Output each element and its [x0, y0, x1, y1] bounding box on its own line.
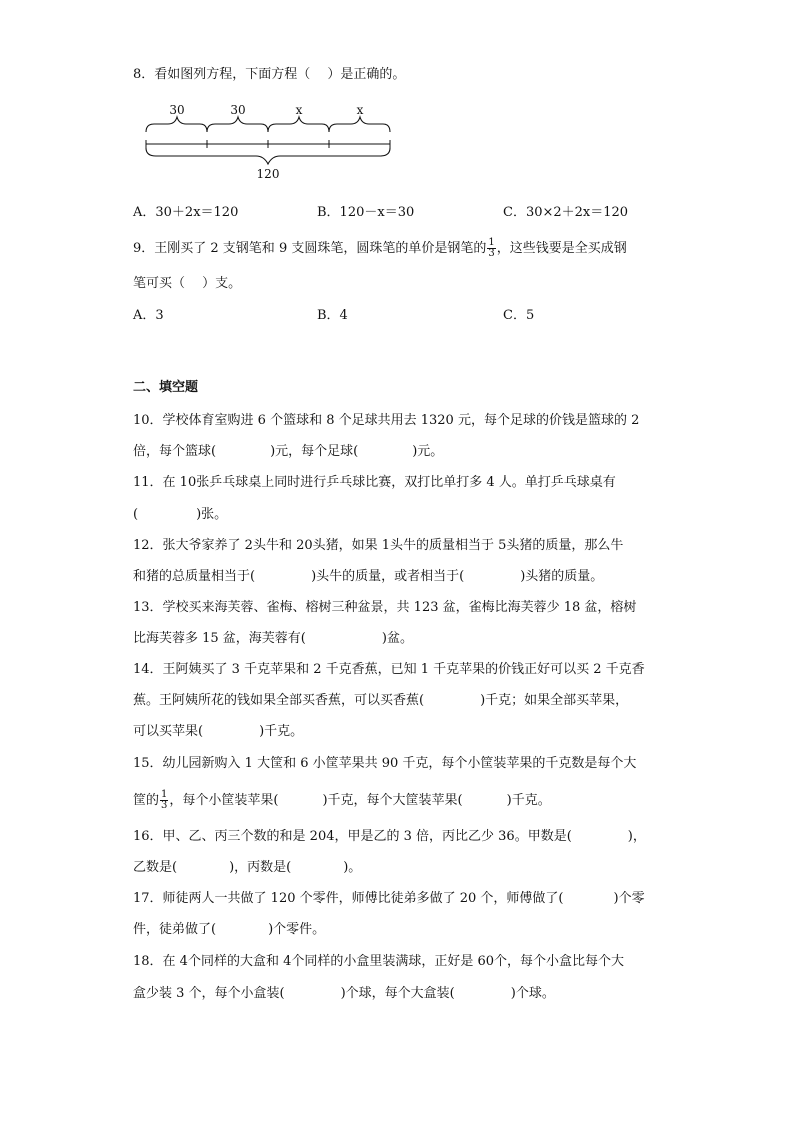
q12-line-2: 和猪的总质量相当于( )头牛的质量，或者相当于( )头猪的质量。 — [133, 569, 604, 584]
brace-seg-4 — [329, 117, 390, 132]
q14-line-3: 可以买苹果( )千克。 — [133, 724, 304, 739]
q15-line-1: 15．幼儿园新购入 1 大筐和 6 小筐苹果共 90 千克，每个小筐装苹果的千克数是每个大 — [133, 756, 637, 771]
q9-option-b[interactable]: B．4 — [317, 308, 348, 323]
q8-stem: 8．看如图列方程，下面方程（ ）是正确的。 — [133, 67, 406, 82]
q17-line-1: 17．师徒两人一共做了 120 个零件，师傅比徒弟多做了 20 个，师傅做了( )个零 — [133, 891, 645, 906]
q13-line-1: 13．学校买来海芙蓉、雀梅、榕树三种盆景，共 123 盆，雀梅比海芙蓉少 18 盆，榕树 — [133, 600, 637, 615]
q8-option-a[interactable]: A．30＋2x＝120 — [133, 205, 239, 220]
q9-option-a[interactable]: A．3 — [133, 308, 164, 323]
q16-line-2: 乙数是( )，丙数是( )。 — [133, 860, 362, 875]
brace-seg-3 — [268, 117, 329, 132]
q12-line-1: 12．张大爷家养了 2头牛和 20头猪，如果 1头牛的质量相当于 5头猪的质量，那么牛 — [133, 538, 624, 553]
q14-line-2: 蕉。王阿姨所花的钱如果全部买香蕉，可以买香蕉( )千克；如果全部买苹果， — [133, 693, 629, 708]
seg-label-1: 30 — [169, 103, 185, 117]
q11-line-1: 11．在 10张乒乓球桌上同时进行乒乓球比赛，双打比单打多 4 人。单打乒乓球桌有 — [133, 475, 616, 490]
section-heading: 二、填空题 — [133, 380, 199, 395]
q8-option-b[interactable]: B．120－x＝30 — [317, 205, 415, 220]
q10-line-2: 倍，每个篮球( )元，每个足球( )元。 — [133, 444, 444, 459]
q9-line-1: 9．王刚买了 2 支钢笔和 9 支圆珠笔，圆珠笔的单价是钢笔的 $\frac{1}{3}$ ，这些钱要是全买成钢 — [133, 237, 627, 259]
brace-seg-2 — [207, 117, 268, 132]
q18-line-2: 盒少装 3 个，每个小盒装( )个球，每个大盒装( )个球。 — [133, 986, 555, 1001]
total-label: 120 — [256, 167, 280, 181]
q18-line-1: 18．在 4个同样的大盒和 4个同样的小盒里装满球，正好是 60个，每个小盒比每个大 — [133, 954, 625, 969]
q8-segment-diagram — [140, 102, 400, 182]
seg-label-2: 30 — [230, 103, 246, 117]
fraction-one-third: $\frac{1}{3}$ — [488, 237, 495, 259]
q9-option-c[interactable]: C．5 — [503, 308, 535, 323]
q11-line-2: ( )张。 — [133, 507, 228, 522]
q8-option-c[interactable]: C．30×2＋2x＝120 — [503, 205, 629, 220]
q17-line-2: 件，徒弟做了( )个零件。 — [133, 922, 326, 937]
seg-label-3: x — [295, 103, 303, 117]
q16-line-1: 16．甲、乙、丙三个数的和是 204，甲是乙的 3 倍，丙比乙少 36。甲数是( )， — [133, 829, 646, 844]
brace-total — [146, 148, 390, 164]
q15-line-2: 筐的 $\frac{1}{3}$ ，每个小筐装苹果( )千克，每个大筐装苹果( )千克。 — [133, 789, 551, 811]
brace-seg-1 — [146, 117, 207, 132]
q9-line-2: 笔可买（ ）支。 — [133, 276, 242, 291]
fraction-one-third: $\frac{1}{3}$ — [161, 789, 168, 811]
q13-line-2: 比海芙蓉多 15 盆，海芙蓉有( )盆。 — [133, 631, 413, 646]
seg-label-4: x — [356, 103, 364, 117]
q14-line-1: 14．王阿姨买了 3 千克苹果和 2 千克香蕉，已知 1 千克苹果的价钱正好可以买 2 千克香 — [133, 662, 645, 677]
q10-line-1: 10．学校体育室购进 6 个篮球和 8 个足球共用去 1320 元，每个足球的价钱是篮球的 2 — [133, 413, 640, 428]
